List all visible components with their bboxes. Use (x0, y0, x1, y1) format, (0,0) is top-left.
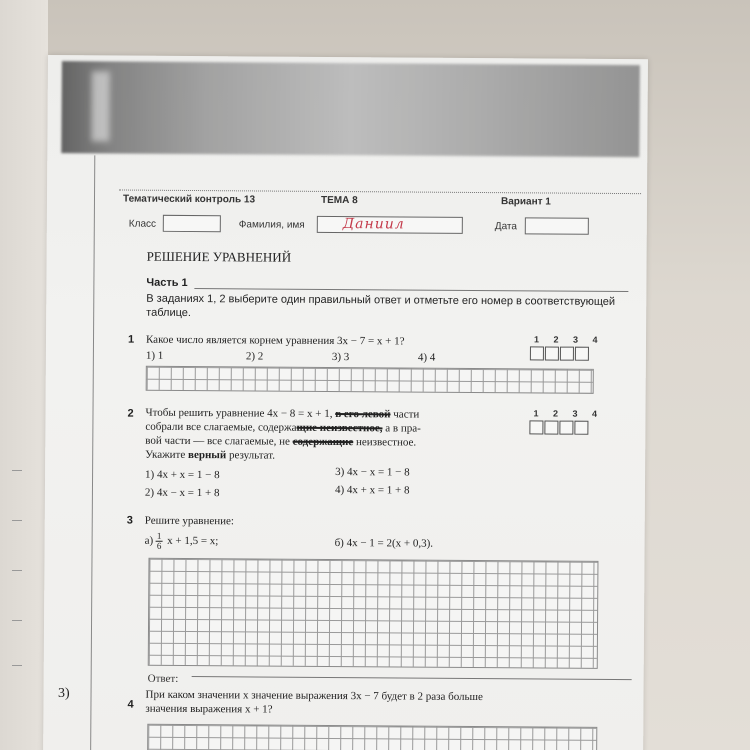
q3-a-denominator: 6 (156, 540, 162, 551)
q2-line4-pre: Укажите (145, 448, 186, 461)
q1-answer-cells[interactable] (530, 346, 590, 360)
q1-option-3: 3) 3 (331, 350, 350, 364)
class-field[interactable] (163, 215, 221, 232)
photo-shadow-band (61, 61, 640, 157)
side-page-mark: 3) (58, 686, 70, 701)
margin-tick (12, 470, 22, 471)
q2-answer-cells[interactable] (529, 420, 589, 434)
q2-struck-1: в его левой (335, 408, 391, 421)
q4-text (145, 688, 615, 719)
q2-text (145, 406, 525, 465)
q3-answer-line[interactable] (192, 676, 632, 680)
date-label: Дата (494, 221, 518, 233)
q3-answer-label: Ответ: (147, 672, 179, 685)
q4-line2: значения выражения x + 1? (145, 702, 273, 716)
q2-line3-pre: вой части — все слагаемые, не (145, 434, 290, 448)
q2-cell-4[interactable] (574, 421, 588, 435)
q2-line2-end: а в пра- (385, 422, 421, 435)
q2-option-4: 4) 4x + x = 1 + 8 (334, 484, 410, 497)
q3-part-b: б) 4x − 1 = 2(x + 0,3). (334, 537, 434, 550)
q2-line1-end: части (393, 408, 420, 421)
q2-line4-bold: верный (187, 448, 227, 462)
q1-cell-2[interactable] (545, 346, 559, 360)
part-underline (194, 288, 628, 292)
margin-tick (12, 570, 22, 571)
variant-title: Вариант 1 (500, 196, 551, 208)
margin-tick (12, 620, 22, 621)
q2-cell-2[interactable] (544, 420, 558, 434)
instructions: В заданиях 1, 2 выберите один правильный ответ и отметьте его номер в соответствующей таблице. (146, 292, 616, 320)
q3-part-a (145, 532, 219, 552)
q3-a-numerator: 1 (156, 530, 162, 541)
margin-tick (12, 665, 22, 666)
q3-work-grid[interactable] (148, 558, 599, 669)
q3-a-rest: x + 1,5 = x; (167, 534, 219, 548)
q2-answer-header: 1 2 3 4 (533, 408, 604, 419)
q4-number: 4 (127, 698, 134, 711)
q3-number: 3 (126, 514, 133, 527)
q1-option-4: 4) 4 (417, 351, 436, 364)
q1-option-2: 2) 2 (245, 350, 264, 363)
q1-number: 1 (127, 333, 135, 346)
q4-line1: При каком значении x значение выражения 3x − 7 будет в 2 раза больше (145, 688, 483, 704)
q1-text: Какое число является корнем уравнения 3x − 7 = x + 1? (145, 333, 405, 348)
q2-cell-1[interactable] (529, 420, 543, 434)
q2-line1-pre: Чтобы решить уравнение 4x − 8 = x + 1, (145, 406, 333, 420)
worksheet-title: РЕШЕНИЕ УРАВНЕНИЙ (146, 248, 292, 265)
q2-line4-end: результат. (228, 449, 276, 462)
margin-line (90, 155, 95, 750)
q1-answer-header: 1 2 3 4 (533, 334, 604, 345)
q3-a-label: а) (144, 534, 154, 547)
control-title: Тематический контроль 13 (122, 193, 256, 206)
part-heading: Часть 1 (146, 276, 188, 289)
name-label: Фамилия, имя (238, 219, 305, 231)
date-field[interactable] (525, 217, 589, 234)
q2-cell-3[interactable] (559, 421, 573, 435)
topic-title: ТЕМА 8 (320, 194, 358, 207)
margin-tick (12, 520, 22, 521)
q1-work-grid[interactable] (146, 366, 594, 394)
q1-cell-4[interactable] (575, 347, 589, 361)
q1-cell-1[interactable] (530, 346, 544, 360)
q2-number: 2 (127, 407, 134, 420)
q4-work-grid[interactable] (147, 724, 597, 750)
name-value: Даниил (342, 216, 405, 233)
q3-a-fraction (156, 532, 163, 551)
q2-option-1: 1) 4x + x = 1 − 8 (145, 468, 220, 482)
q2-struck-3: содержащие (292, 435, 354, 449)
q2-line3-end: неизвестное. (355, 436, 417, 449)
worksheet-page (43, 55, 648, 750)
q2-struck-2: щие неизвестное, (296, 421, 383, 435)
q2-line2-pre: собрали все слагаемые, содержа (145, 420, 297, 434)
left-page-strip (0, 0, 48, 750)
q1-cell-3[interactable] (560, 347, 574, 361)
class-label: Класс (128, 218, 157, 230)
q3-text: Решите уравнение: (144, 514, 235, 528)
q2-option-3: 3) 4x − x = 1 − 8 (335, 466, 410, 479)
q1-option-1: 1) 1 (145, 349, 164, 362)
q2-option-2: 2) 4x − x = 1 + 8 (144, 486, 220, 500)
